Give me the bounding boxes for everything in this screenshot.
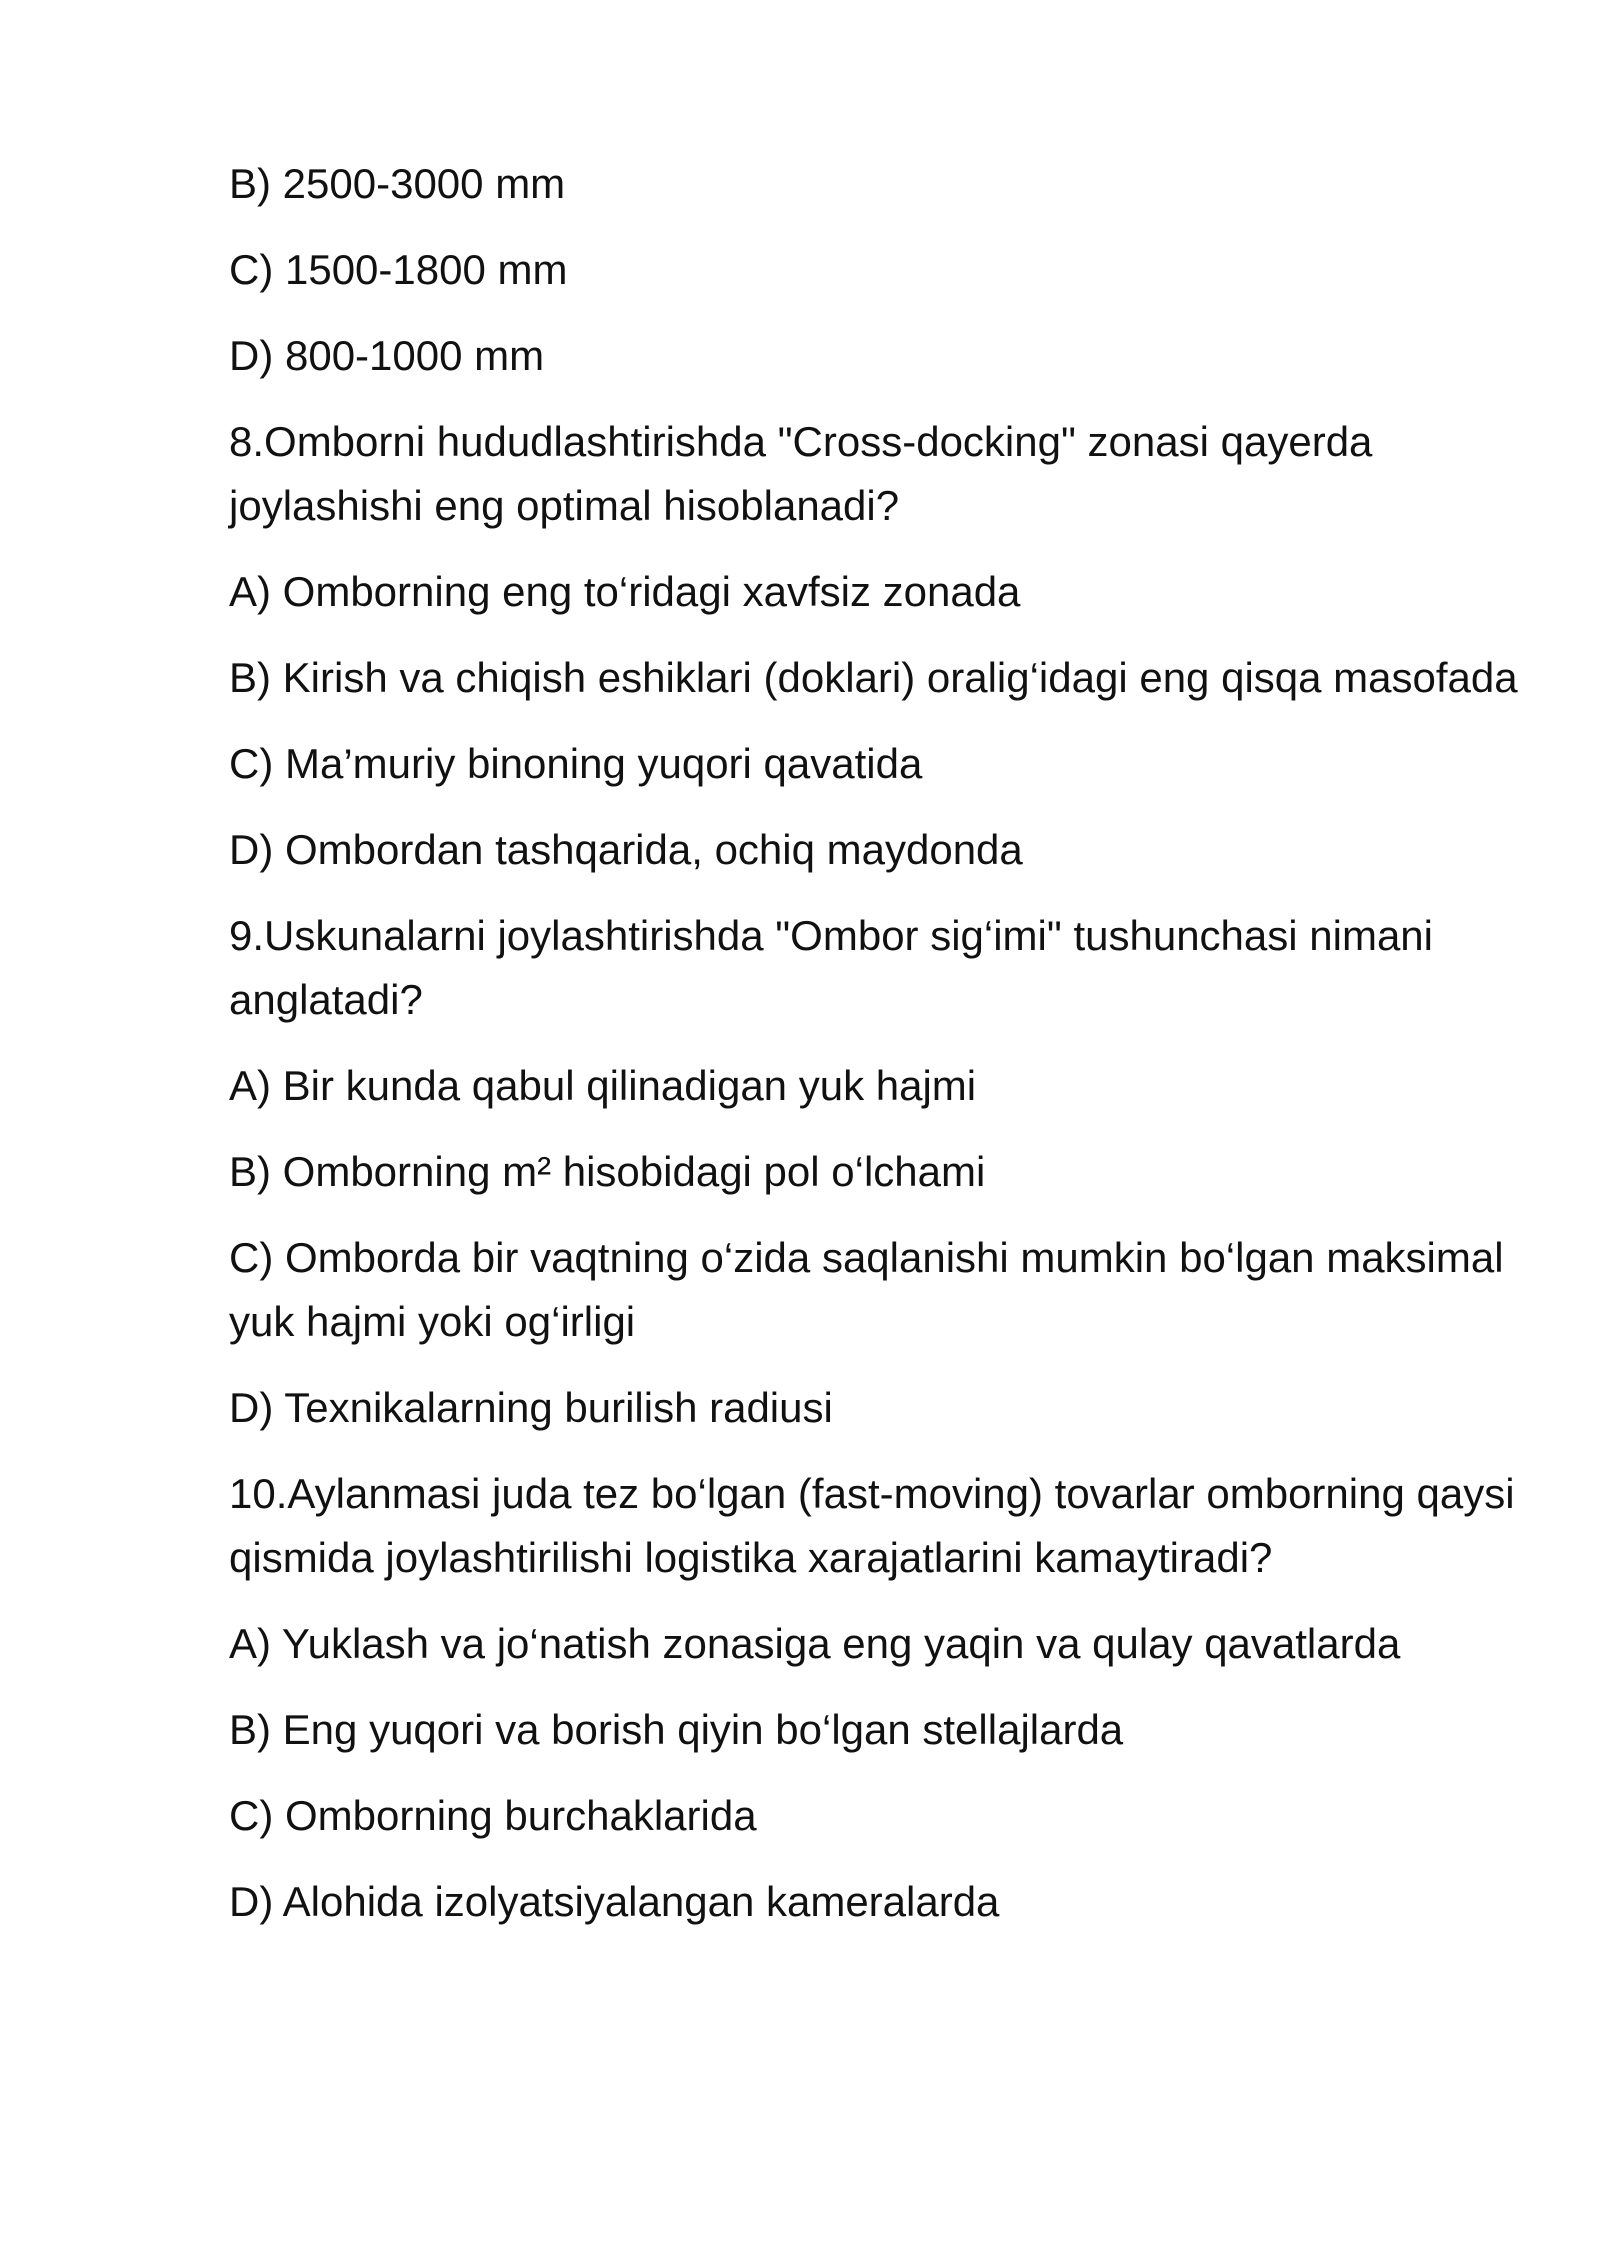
- answer-option: C) Ma’muriy binoning yuqori qavatida: [229, 740, 923, 787]
- answer-option: A) Bir kunda qabul qilinadigan yuk hajmi: [229, 1062, 977, 1109]
- answer-option: D) Alohida izolyatsiyalangan kameralarda: [229, 1878, 1000, 1925]
- document-content: [229, 152, 1529, 1956]
- question-text: 8.Omborni hududlashtirishda "Cross-docking" zonasi qayerda joylashishi eng optimal hisoblanadi?: [229, 418, 1373, 529]
- answer-option: A) Yuklash va jo‘natish zonasiga eng yaqin va qulay qavatlarda: [229, 1620, 1401, 1667]
- question-text: 9.Uskunalarni joylashtirishda "Ombor sig‘imi" tushunchasi nimani anglatadi?: [229, 912, 1433, 1023]
- answer-option: B) Omborning m² hisobidagi pol o‘lchami: [229, 1148, 986, 1195]
- answer-option: D) Ombordan tashqarida, ochiq maydonda: [229, 826, 1023, 873]
- answer-option: B) Eng yuqori va borish qiyin bo‘lgan stellajlarda: [229, 1706, 1124, 1753]
- answer-option: C) Omborda bir vaqtning o‘zida saqlanishi mumkin bo‘lgan maksimal yuk hajmi yoki og‘irligi: [229, 1234, 1504, 1345]
- answer-option: D) Texnikalarning burilish radiusi: [229, 1384, 833, 1431]
- answer-option: C) Omborning burchaklarida: [229, 1792, 757, 1839]
- question-text: 10.Aylanmasi juda tez bo‘lgan (fast-moving) tovarlar omborning qaysi qismida joylashtirilishi logistika xarajatlarini kamaytiradi?: [229, 1470, 1515, 1581]
- answer-option: B) 2500-3000 mm: [229, 160, 566, 207]
- answer-option: D) 800-1000 mm: [229, 332, 545, 379]
- answer-option: A) Omborning eng to‘ridagi xavfsiz zonada: [229, 568, 1021, 615]
- answer-option: B) Kirish va chiqish eshiklari (doklari) oralig‘idagi eng qisqa masofada: [229, 654, 1518, 701]
- answer-option: C) 1500-1800 mm: [229, 246, 568, 293]
